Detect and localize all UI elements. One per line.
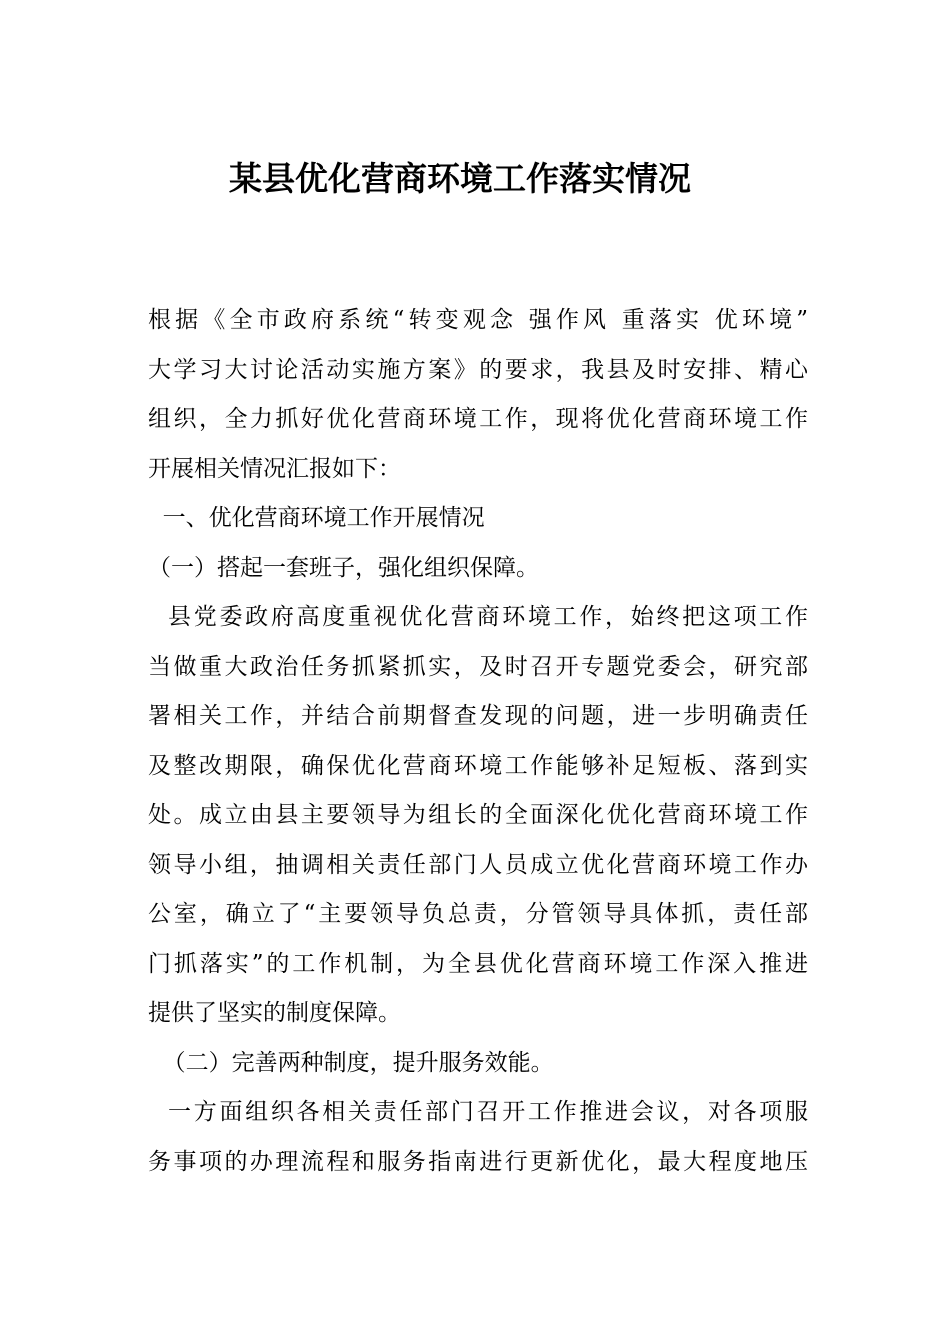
section-heading: 一、优化营商环境工作开展情况 [148,505,485,531]
body-line: 提供了坚实的制度保障。 [148,1000,401,1026]
body-line: 处。成立由县主要领导为组长的全面深化优化营商环境工作 [148,802,808,828]
body-line: 根据《全市政府系统“转变观念 强作风 重落实 优环境” [148,307,808,333]
subsection-heading: （二）完善两种制度，提升服务效能。 [148,1049,554,1076]
body-line: 领导小组，抽调相关责任部门人员成立优化营商环境工作办 [148,851,808,878]
body-line: 及整改期限，确保优化营商环境工作能够补足短板、落到实 [148,752,808,779]
body-line: 一方面组织各相关责任部门召开工作推进会议，对各项服 [148,1099,808,1125]
document-body [148,296,808,1187]
body-line: 署相关工作，并结合前期督查发现的问题，进一步明确责任 [148,703,808,729]
body-line: 县党委政府高度重视优化营商环境工作，始终把这项工作 [148,604,808,630]
body-line: 公室，确立了“主要领导负总责，分管领导具体抓，责任部 [148,901,808,927]
body-line: 大学习大讨论活动实施方案》的要求，我县及时安排、精心 [148,356,808,383]
body-line: 当做重大政治任务抓紧抓实，及时召开专题党委会，研究部 [148,653,808,680]
subsection-heading: （一）搭起一套班子，强化组织保障。 [148,554,539,581]
body-line: 开展相关情况汇报如下： [148,455,401,482]
body-line: 务事项的办理流程和服务指南进行更新优化，最大程度地压 [148,1148,808,1175]
body-line: 组织，全力抓好优化营商环境工作，现将优化营商环境工作 [148,406,808,432]
body-line: 门抓落实”的工作机制，为全县优化营商环境工作深入推进 [148,950,808,977]
document-title: 某县优化营商环境工作落实情况 [229,159,691,198]
